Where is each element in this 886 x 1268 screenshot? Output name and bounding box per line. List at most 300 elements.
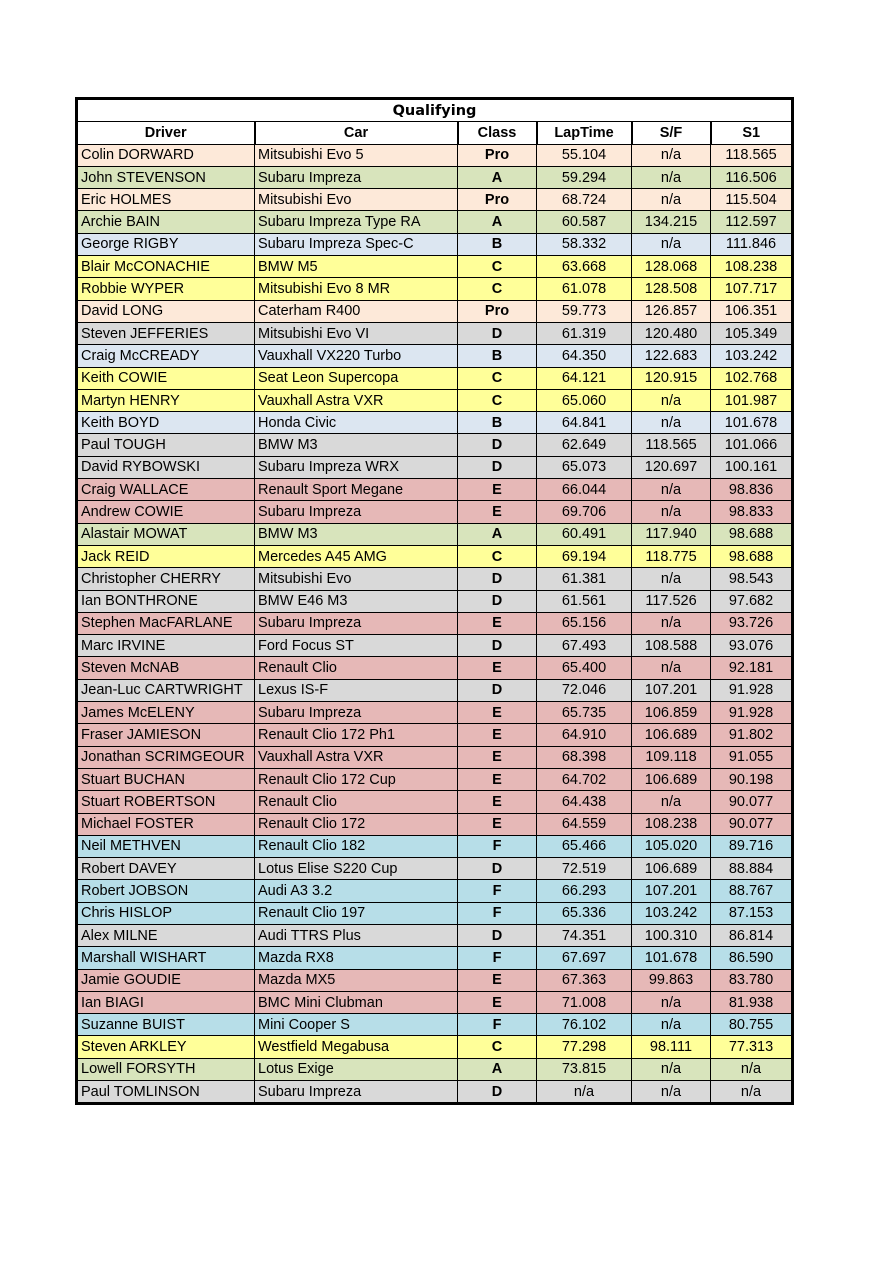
- class-cell: B: [458, 412, 537, 434]
- sf-cell: 107.201: [632, 880, 711, 902]
- s1-cell: 105.349: [711, 322, 793, 344]
- driver-cell: Chris HISLOP: [77, 902, 255, 924]
- class-cell: E: [458, 657, 537, 679]
- car-cell: Mitsubishi Evo: [255, 568, 458, 590]
- sf-cell: 106.689: [632, 858, 711, 880]
- s1-cell: 98.543: [711, 568, 793, 590]
- sf-cell: n/a: [632, 568, 711, 590]
- laptime-cell: 67.363: [537, 969, 632, 991]
- sf-cell: 108.588: [632, 635, 711, 657]
- class-cell: A: [458, 211, 537, 233]
- driver-cell: Craig WALLACE: [77, 479, 255, 501]
- class-cell: D: [458, 858, 537, 880]
- driver-cell: Stuart BUCHAN: [77, 768, 255, 790]
- s1-cell: 98.688: [711, 545, 793, 567]
- table-row: [77, 1058, 793, 1080]
- car-cell: Lotus Exige: [255, 1058, 458, 1080]
- car-cell: Lexus IS-F: [255, 679, 458, 701]
- s1-cell: 81.938: [711, 991, 793, 1013]
- class-cell: E: [458, 813, 537, 835]
- sf-cell: 107.201: [632, 679, 711, 701]
- car-cell: Subaru Impreza: [255, 501, 458, 523]
- car-cell: Vauxhall VX220 Turbo: [255, 345, 458, 367]
- sf-cell: n/a: [632, 612, 711, 634]
- driver-cell: Jean-Luc CARTWRIGHT: [77, 679, 255, 701]
- sf-cell: n/a: [632, 144, 711, 166]
- sf-cell: 118.565: [632, 434, 711, 456]
- car-cell: Mini Cooper S: [255, 1014, 458, 1036]
- car-cell: Vauxhall Astra VXR: [255, 746, 458, 768]
- laptime-cell: n/a: [537, 1081, 632, 1104]
- s1-cell: n/a: [711, 1058, 793, 1080]
- s1-cell: 86.590: [711, 947, 793, 969]
- car-cell: Audi A3 3.2: [255, 880, 458, 902]
- sf-cell: 120.480: [632, 322, 711, 344]
- car-cell: Lotus Elise S220 Cup: [255, 858, 458, 880]
- laptime-cell: 65.073: [537, 456, 632, 478]
- driver-cell: Jack REID: [77, 545, 255, 567]
- driver-cell: Keith COWIE: [77, 367, 255, 389]
- laptime-cell: 74.351: [537, 924, 632, 946]
- table-row: [77, 746, 793, 768]
- laptime-cell: 63.668: [537, 256, 632, 278]
- car-cell: Mazda MX5: [255, 969, 458, 991]
- sf-cell: 122.683: [632, 345, 711, 367]
- driver-cell: Ian BIAGI: [77, 991, 255, 1013]
- class-cell: B: [458, 345, 537, 367]
- car-cell: Subaru Impreza Spec-C: [255, 233, 458, 255]
- sf-cell: 101.678: [632, 947, 711, 969]
- sf-cell: n/a: [632, 166, 711, 188]
- table-row: [77, 322, 793, 344]
- car-cell: Ford Focus ST: [255, 635, 458, 657]
- s1-cell: 111.846: [711, 233, 793, 255]
- s1-cell: 83.780: [711, 969, 793, 991]
- class-cell: A: [458, 166, 537, 188]
- laptime-cell: 58.332: [537, 233, 632, 255]
- sf-cell: 117.940: [632, 523, 711, 545]
- driver-cell: Christopher CHERRY: [77, 568, 255, 590]
- class-cell: C: [458, 256, 537, 278]
- laptime-cell: 64.121: [537, 367, 632, 389]
- s1-cell: 107.717: [711, 278, 793, 300]
- sf-cell: n/a: [632, 657, 711, 679]
- sf-cell: 109.118: [632, 746, 711, 768]
- laptime-cell: 61.078: [537, 278, 632, 300]
- sf-cell: 118.775: [632, 545, 711, 567]
- sf-cell: 117.526: [632, 590, 711, 612]
- laptime-cell: 64.841: [537, 412, 632, 434]
- class-cell: D: [458, 322, 537, 344]
- sf-cell: n/a: [632, 991, 711, 1013]
- driver-cell: Marc IRVINE: [77, 635, 255, 657]
- driver-cell: Ian BONTHRONE: [77, 590, 255, 612]
- table-row: [77, 300, 793, 322]
- table-row: [77, 456, 793, 478]
- table-row: [77, 724, 793, 746]
- driver-cell: Robbie WYPER: [77, 278, 255, 300]
- s1-cell: 91.928: [711, 679, 793, 701]
- car-cell: Mitsubishi Evo VI: [255, 322, 458, 344]
- car-cell: Subaru Impreza: [255, 1081, 458, 1104]
- car-cell: Renault Clio 172 Ph1: [255, 724, 458, 746]
- s1-cell: 88.884: [711, 858, 793, 880]
- laptime-cell: 61.381: [537, 568, 632, 590]
- qualifying-sheet: [75, 97, 791, 1105]
- class-cell: E: [458, 702, 537, 724]
- laptime-cell: 67.697: [537, 947, 632, 969]
- qualifying-table: [75, 97, 794, 1105]
- sf-cell: 99.863: [632, 969, 711, 991]
- s1-cell: 93.726: [711, 612, 793, 634]
- table-row: [77, 367, 793, 389]
- laptime-cell: 62.649: [537, 434, 632, 456]
- table-row: [77, 835, 793, 857]
- class-cell: F: [458, 902, 537, 924]
- table-row: [77, 568, 793, 590]
- car-cell: Renault Clio: [255, 657, 458, 679]
- driver-cell: John STEVENSON: [77, 166, 255, 188]
- laptime-cell: 69.194: [537, 545, 632, 567]
- sf-cell: n/a: [632, 389, 711, 411]
- table-row: [77, 501, 793, 523]
- s1-cell: n/a: [711, 1081, 793, 1104]
- class-cell: E: [458, 991, 537, 1013]
- driver-cell: Paul TOUGH: [77, 434, 255, 456]
- class-cell: D: [458, 924, 537, 946]
- car-cell: Renault Clio 172: [255, 813, 458, 835]
- table-row: [77, 278, 793, 300]
- laptime-cell: 64.559: [537, 813, 632, 835]
- driver-cell: George RIGBY: [77, 233, 255, 255]
- class-cell: C: [458, 367, 537, 389]
- laptime-cell: 66.044: [537, 479, 632, 501]
- table-row: [77, 434, 793, 456]
- table-row: [77, 612, 793, 634]
- s1-cell: 102.768: [711, 367, 793, 389]
- sf-cell: 106.689: [632, 768, 711, 790]
- s1-cell: 80.755: [711, 1014, 793, 1036]
- laptime-cell: 68.724: [537, 189, 632, 211]
- laptime-cell: 72.046: [537, 679, 632, 701]
- driver-cell: Martyn HENRY: [77, 389, 255, 411]
- sf-cell: 106.859: [632, 702, 711, 724]
- class-cell: E: [458, 479, 537, 501]
- table-row: [77, 189, 793, 211]
- class-cell: A: [458, 1058, 537, 1080]
- car-cell: Renault Clio 182: [255, 835, 458, 857]
- class-cell: F: [458, 947, 537, 969]
- class-cell: F: [458, 880, 537, 902]
- car-cell: Audi TTRS Plus: [255, 924, 458, 946]
- driver-cell: Alastair MOWAT: [77, 523, 255, 545]
- s1-cell: 89.716: [711, 835, 793, 857]
- laptime-cell: 65.400: [537, 657, 632, 679]
- sf-cell: 108.238: [632, 813, 711, 835]
- class-cell: C: [458, 278, 537, 300]
- class-cell: D: [458, 568, 537, 590]
- car-cell: Subaru Impreza: [255, 702, 458, 724]
- car-cell: Subaru Impreza WRX: [255, 456, 458, 478]
- table-row: [77, 969, 793, 991]
- s1-cell: 101.678: [711, 412, 793, 434]
- driver-cell: Robert JOBSON: [77, 880, 255, 902]
- table-row: [77, 813, 793, 835]
- s1-cell: 100.161: [711, 456, 793, 478]
- class-cell: D: [458, 456, 537, 478]
- sf-cell: n/a: [632, 1014, 711, 1036]
- table-row: [77, 1081, 793, 1104]
- driver-cell: Steven ARKLEY: [77, 1036, 255, 1058]
- laptime-cell: 76.102: [537, 1014, 632, 1036]
- column-header-s1: S1: [711, 122, 793, 144]
- driver-cell: Stuart ROBERTSON: [77, 791, 255, 813]
- driver-cell: Eric HOLMES: [77, 189, 255, 211]
- laptime-cell: 65.466: [537, 835, 632, 857]
- class-cell: F: [458, 1014, 537, 1036]
- table-row: [77, 1014, 793, 1036]
- laptime-cell: 65.156: [537, 612, 632, 634]
- table-row: [77, 679, 793, 701]
- class-cell: E: [458, 746, 537, 768]
- s1-cell: 98.688: [711, 523, 793, 545]
- sf-cell: 134.215: [632, 211, 711, 233]
- class-cell: D: [458, 635, 537, 657]
- laptime-cell: 69.706: [537, 501, 632, 523]
- driver-cell: Andrew COWIE: [77, 501, 255, 523]
- laptime-cell: 60.491: [537, 523, 632, 545]
- driver-cell: Fraser JAMIESON: [77, 724, 255, 746]
- laptime-cell: 68.398: [537, 746, 632, 768]
- sf-cell: n/a: [632, 479, 711, 501]
- table-row: [77, 768, 793, 790]
- driver-cell: Jonathan SCRIMGEOUR: [77, 746, 255, 768]
- laptime-cell: 73.815: [537, 1058, 632, 1080]
- table-row: [77, 924, 793, 946]
- table-row: [77, 947, 793, 969]
- class-cell: F: [458, 835, 537, 857]
- class-cell: E: [458, 501, 537, 523]
- class-cell: D: [458, 590, 537, 612]
- s1-cell: 91.055: [711, 746, 793, 768]
- table-row: [77, 345, 793, 367]
- driver-cell: David RYBOWSKI: [77, 456, 255, 478]
- s1-cell: 106.351: [711, 300, 793, 322]
- class-cell: Pro: [458, 144, 537, 166]
- driver-cell: Blair McCONACHIE: [77, 256, 255, 278]
- table-row: [77, 991, 793, 1013]
- table-row: [77, 523, 793, 545]
- s1-cell: 90.198: [711, 768, 793, 790]
- sf-cell: n/a: [632, 412, 711, 434]
- s1-cell: 90.077: [711, 791, 793, 813]
- car-cell: Subaru Impreza Type RA: [255, 211, 458, 233]
- title-row: [77, 99, 793, 122]
- car-cell: BMW M3: [255, 523, 458, 545]
- car-cell: Mazda RX8: [255, 947, 458, 969]
- sf-cell: 128.068: [632, 256, 711, 278]
- driver-cell: Robert DAVEY: [77, 858, 255, 880]
- class-cell: E: [458, 969, 537, 991]
- car-cell: Renault Clio: [255, 791, 458, 813]
- driver-cell: Neil METHVEN: [77, 835, 255, 857]
- class-cell: E: [458, 612, 537, 634]
- s1-cell: 98.836: [711, 479, 793, 501]
- column-header-driver: Driver: [77, 122, 255, 144]
- s1-cell: 101.066: [711, 434, 793, 456]
- laptime-cell: 65.060: [537, 389, 632, 411]
- s1-cell: 97.682: [711, 590, 793, 612]
- car-cell: BMW M5: [255, 256, 458, 278]
- class-cell: C: [458, 545, 537, 567]
- driver-cell: Paul TOMLINSON: [77, 1081, 255, 1104]
- s1-cell: 118.565: [711, 144, 793, 166]
- s1-cell: 91.802: [711, 724, 793, 746]
- driver-cell: Stephen MacFARLANE: [77, 612, 255, 634]
- car-cell: Renault Clio 172 Cup: [255, 768, 458, 790]
- car-cell: Renault Clio 197: [255, 902, 458, 924]
- table-row: [77, 412, 793, 434]
- car-cell: Seat Leon Supercopa: [255, 367, 458, 389]
- driver-cell: Marshall WISHART: [77, 947, 255, 969]
- laptime-cell: 65.735: [537, 702, 632, 724]
- s1-cell: 108.238: [711, 256, 793, 278]
- car-cell: Caterham R400: [255, 300, 458, 322]
- driver-cell: Jamie GOUDIE: [77, 969, 255, 991]
- s1-cell: 91.928: [711, 702, 793, 724]
- sf-cell: 126.857: [632, 300, 711, 322]
- sf-cell: 98.111: [632, 1036, 711, 1058]
- table-row: [77, 211, 793, 233]
- driver-cell: Colin DORWARD: [77, 144, 255, 166]
- laptime-cell: 61.561: [537, 590, 632, 612]
- car-cell: Mitsubishi Evo 5: [255, 144, 458, 166]
- driver-cell: Archie BAIN: [77, 211, 255, 233]
- table-row: [77, 858, 793, 880]
- class-cell: C: [458, 1036, 537, 1058]
- column-header-sf: S/F: [632, 122, 711, 144]
- sf-cell: 120.697: [632, 456, 711, 478]
- laptime-cell: 67.493: [537, 635, 632, 657]
- laptime-cell: 59.773: [537, 300, 632, 322]
- table-row: [77, 389, 793, 411]
- s1-cell: 86.814: [711, 924, 793, 946]
- table-row: [77, 902, 793, 924]
- driver-cell: Suzanne BUIST: [77, 1014, 255, 1036]
- driver-cell: Steven JEFFERIES: [77, 322, 255, 344]
- sf-cell: n/a: [632, 189, 711, 211]
- table-row: [77, 880, 793, 902]
- sf-cell: n/a: [632, 1058, 711, 1080]
- driver-cell: Alex MILNE: [77, 924, 255, 946]
- table-row: [77, 256, 793, 278]
- car-cell: Subaru Impreza: [255, 612, 458, 634]
- class-cell: B: [458, 233, 537, 255]
- class-cell: D: [458, 679, 537, 701]
- class-cell: Pro: [458, 300, 537, 322]
- sf-cell: 106.689: [632, 724, 711, 746]
- class-cell: D: [458, 434, 537, 456]
- table-row: [77, 590, 793, 612]
- class-cell: D: [458, 1081, 537, 1104]
- laptime-cell: 65.336: [537, 902, 632, 924]
- class-cell: C: [458, 389, 537, 411]
- sf-cell: 120.915: [632, 367, 711, 389]
- s1-cell: 93.076: [711, 635, 793, 657]
- s1-cell: 87.153: [711, 902, 793, 924]
- car-cell: Mercedes A45 AMG: [255, 545, 458, 567]
- car-cell: Mitsubishi Evo: [255, 189, 458, 211]
- car-cell: Renault Sport Megane: [255, 479, 458, 501]
- sf-cell: 103.242: [632, 902, 711, 924]
- class-cell: Pro: [458, 189, 537, 211]
- car-cell: Mitsubishi Evo 8 MR: [255, 278, 458, 300]
- header-row: [77, 122, 793, 144]
- s1-cell: 77.313: [711, 1036, 793, 1058]
- column-header-laptime: LapTime: [537, 122, 632, 144]
- table-row: [77, 702, 793, 724]
- laptime-cell: 60.587: [537, 211, 632, 233]
- driver-cell: Steven McNAB: [77, 657, 255, 679]
- table-body: [77, 144, 793, 1104]
- sf-cell: 128.508: [632, 278, 711, 300]
- s1-cell: 116.506: [711, 166, 793, 188]
- s1-cell: 88.767: [711, 880, 793, 902]
- driver-cell: Lowell FORSYTH: [77, 1058, 255, 1080]
- laptime-cell: 72.519: [537, 858, 632, 880]
- s1-cell: 90.077: [711, 813, 793, 835]
- laptime-cell: 64.350: [537, 345, 632, 367]
- table-row: [77, 635, 793, 657]
- car-cell: Subaru Impreza: [255, 166, 458, 188]
- table-row: [77, 791, 793, 813]
- class-cell: E: [458, 768, 537, 790]
- laptime-cell: 71.008: [537, 991, 632, 1013]
- laptime-cell: 66.293: [537, 880, 632, 902]
- sf-cell: 105.020: [632, 835, 711, 857]
- car-cell: Honda Civic: [255, 412, 458, 434]
- laptime-cell: 59.294: [537, 166, 632, 188]
- table-row: [77, 545, 793, 567]
- table-row: [77, 144, 793, 166]
- car-cell: BMC Mini Clubman: [255, 991, 458, 1013]
- sf-cell: n/a: [632, 1081, 711, 1104]
- s1-cell: 101.987: [711, 389, 793, 411]
- s1-cell: 92.181: [711, 657, 793, 679]
- driver-cell: Craig McCREADY: [77, 345, 255, 367]
- s1-cell: 103.242: [711, 345, 793, 367]
- car-cell: Westfield Megabusa: [255, 1036, 458, 1058]
- sf-cell: n/a: [632, 501, 711, 523]
- s1-cell: 112.597: [711, 211, 793, 233]
- laptime-cell: 77.298: [537, 1036, 632, 1058]
- car-cell: BMW M3: [255, 434, 458, 456]
- class-cell: E: [458, 791, 537, 813]
- laptime-cell: 64.438: [537, 791, 632, 813]
- driver-cell: James McELENY: [77, 702, 255, 724]
- driver-cell: David LONG: [77, 300, 255, 322]
- laptime-cell: 64.910: [537, 724, 632, 746]
- sf-cell: n/a: [632, 233, 711, 255]
- table-row: [77, 233, 793, 255]
- sf-cell: 100.310: [632, 924, 711, 946]
- laptime-cell: 55.104: [537, 144, 632, 166]
- table-row: [77, 1036, 793, 1058]
- table-row: [77, 657, 793, 679]
- car-cell: BMW E46 M3: [255, 590, 458, 612]
- driver-cell: Michael FOSTER: [77, 813, 255, 835]
- laptime-cell: 64.702: [537, 768, 632, 790]
